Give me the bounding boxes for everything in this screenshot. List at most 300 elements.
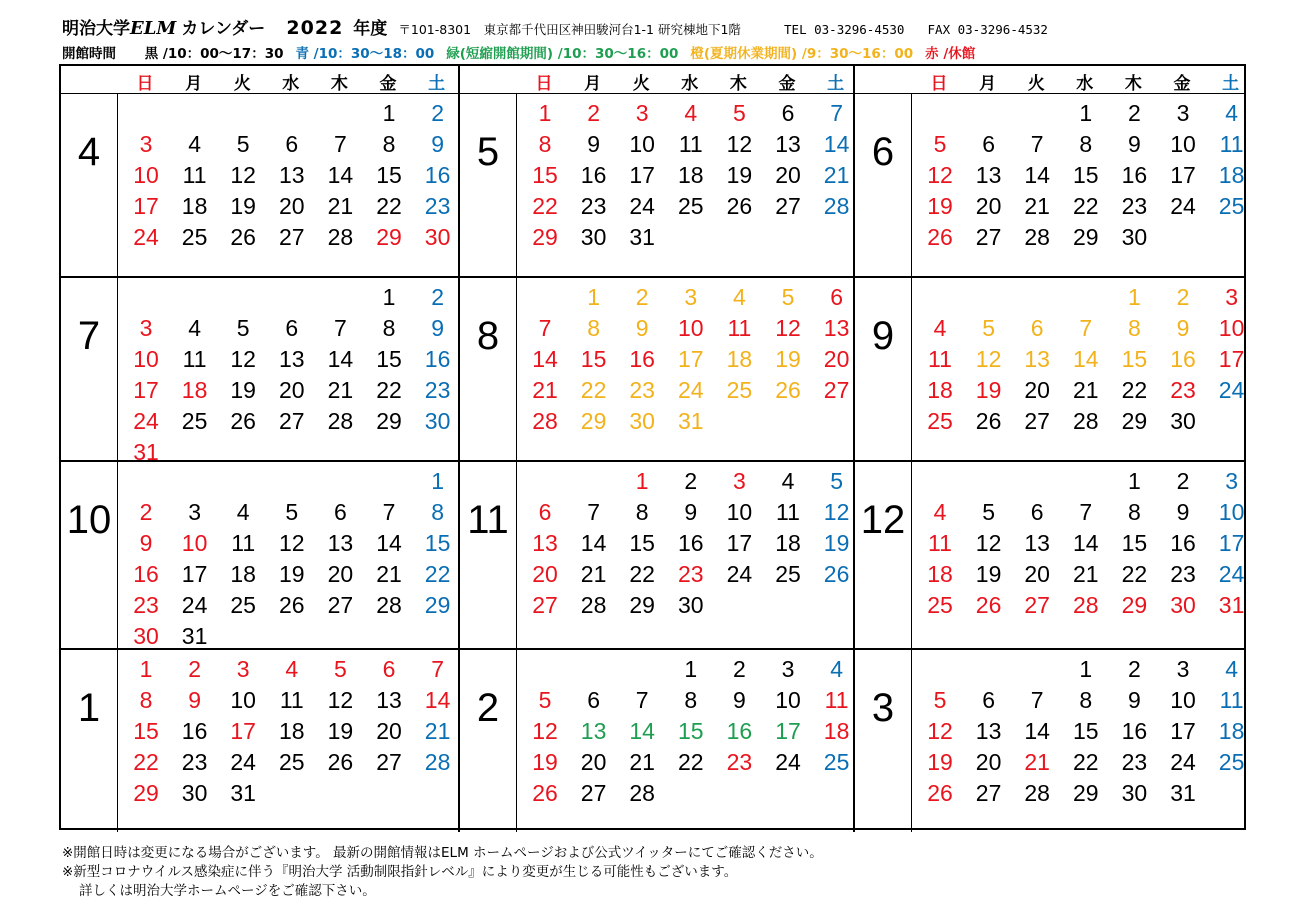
- calendar-day: 12: [327, 687, 354, 713]
- month-label: 4: [77, 130, 101, 174]
- calendar-day: 20: [823, 346, 850, 372]
- calendar-day: 29: [424, 592, 451, 618]
- title-calendar: カレンダー: [181, 19, 266, 39]
- calendar-day: 21: [1073, 377, 1099, 403]
- calendar-day: 1: [431, 468, 444, 494]
- month-label: 2: [476, 686, 500, 730]
- calendar-day: 5: [732, 100, 746, 126]
- weekday-label: 火: [1027, 74, 1045, 94]
- calendar-day: 21: [424, 718, 451, 744]
- footer-notes: [62, 844, 823, 901]
- calendar-day: 11: [1219, 131, 1244, 157]
- calendar-day: 14: [327, 346, 354, 372]
- calendar-day: 22: [580, 377, 607, 403]
- calendar-day: 4: [732, 284, 746, 310]
- opening-hours-legend: [62, 42, 1252, 62]
- calendar-day: 13: [327, 530, 354, 556]
- calendar-day: 3: [139, 315, 153, 341]
- calendar-day: 23: [424, 377, 451, 403]
- calendar-day: 12: [230, 346, 256, 372]
- calendar-day: 29: [629, 592, 655, 618]
- calendar-day: 13: [279, 162, 305, 188]
- month-days: [117, 278, 451, 465]
- calendar-day: 21: [1024, 193, 1050, 219]
- calendar-day: 26: [230, 224, 256, 250]
- calendar-day: 19: [230, 193, 256, 219]
- weekday-label: 日: [136, 74, 154, 94]
- calendar-header: [62, 14, 1252, 39]
- calendar-day: 1: [382, 100, 396, 126]
- calendar-day: 21: [376, 561, 402, 587]
- calendar-day: 28: [532, 408, 558, 434]
- month-block-6: [853, 66, 1244, 276]
- month-block-5: [458, 66, 853, 276]
- calendar-day: 30: [424, 408, 451, 434]
- calendar-day: 12: [823, 499, 850, 525]
- calendar-day: 3: [635, 100, 649, 126]
- calendar-day: 8: [538, 131, 552, 157]
- calendar-day: 18: [726, 346, 753, 372]
- calendar-day: 27: [327, 592, 354, 618]
- telephone: TEL 03-3296-4530: [784, 22, 905, 37]
- weekday-header: [460, 66, 853, 94]
- calendar-day: 9: [684, 499, 698, 525]
- calendar-day: 29: [376, 224, 402, 250]
- hours-item: 青 /10：30～18：00: [295, 46, 435, 62]
- calendar-day: 27: [823, 377, 850, 403]
- calendar-day: 2: [1176, 468, 1190, 494]
- calendar-day: 17: [1218, 346, 1245, 372]
- month-days: [911, 278, 1245, 460]
- calendar-day: 24: [181, 592, 208, 618]
- calendar-day: 8: [684, 687, 698, 713]
- calendar-day: 24: [1218, 561, 1245, 587]
- month-label: 11: [467, 498, 509, 542]
- calendar-day: 25: [927, 408, 953, 434]
- title-university: 明治大学: [62, 19, 130, 39]
- calendar-day: 9: [1176, 315, 1190, 341]
- calendar-day: 23: [133, 592, 159, 618]
- calendar-day: 1: [1127, 468, 1141, 494]
- calendar-day: 1: [538, 100, 552, 126]
- calendar-day: 29: [1073, 780, 1099, 806]
- calendar-day: 9: [587, 131, 600, 157]
- month-block-8: [458, 276, 853, 460]
- calendar-day: 16: [678, 530, 704, 556]
- calendar-day: 21: [629, 749, 655, 775]
- calendar-day: 11: [182, 162, 207, 188]
- calendar-day: 23: [1121, 193, 1148, 219]
- calendar-day: 20: [327, 561, 354, 587]
- calendar-day: 3: [732, 468, 746, 494]
- calendar-day: 30: [678, 592, 704, 618]
- calendar-day: 23: [1170, 561, 1196, 587]
- month-label: 10: [66, 498, 112, 542]
- calendar-day: 29: [1121, 408, 1148, 434]
- month-block-2: [458, 648, 853, 832]
- calendar-day: 9: [1176, 499, 1190, 525]
- calendar-day: 13: [1024, 346, 1050, 372]
- calendar-day: 9: [139, 530, 153, 556]
- calendar-day: 18: [927, 377, 953, 403]
- calendar-day: 3: [236, 656, 250, 682]
- weekday-label: 水: [282, 74, 300, 94]
- calendar-day: 28: [327, 224, 354, 250]
- calendar-day: 27: [279, 224, 305, 250]
- calendar-day: 8: [382, 315, 396, 341]
- calendar-day: 14: [1024, 718, 1050, 744]
- calendar-day: 30: [1121, 224, 1148, 250]
- calendar-day: 23: [181, 749, 208, 775]
- calendar-day: 14: [580, 530, 607, 556]
- calendar-day: 16: [629, 346, 655, 372]
- calendar-day: 4: [1225, 100, 1238, 126]
- calendar-day: 8: [1127, 499, 1141, 525]
- weekday-label: 木: [330, 74, 348, 94]
- calendar-day: 19: [230, 377, 256, 403]
- calendar-day: 31: [133, 439, 159, 465]
- calendar-day: 9: [732, 687, 746, 713]
- calendar-day: 16: [1170, 530, 1196, 556]
- calendar-day: 31: [230, 780, 256, 806]
- calendar-day: 13: [775, 131, 801, 157]
- calendar-day: 3: [1176, 656, 1190, 682]
- calendar-day: 10: [678, 315, 704, 341]
- calendar-day: 17: [181, 561, 208, 587]
- calendar-day: 11: [776, 499, 800, 525]
- calendar-day: 7: [431, 656, 444, 682]
- calendar-day: 17: [1218, 530, 1245, 556]
- weekday-label: 月: [979, 74, 997, 94]
- calendar-day: 9: [1127, 687, 1141, 713]
- calendar-day: 29: [1121, 592, 1148, 618]
- month-label: 3: [871, 686, 895, 730]
- month-block-7: [61, 276, 458, 465]
- weekday-label: 金: [379, 74, 397, 94]
- calendar-day: 16: [181, 718, 208, 744]
- month-label: 12: [860, 498, 906, 542]
- calendar-day: 29: [133, 780, 159, 806]
- calendar-day: 22: [532, 193, 558, 219]
- calendar-day: 20: [279, 377, 305, 403]
- calendar-day: 3: [1225, 468, 1238, 494]
- calendar-day: 6: [830, 284, 843, 310]
- calendar-day: 13: [279, 346, 305, 372]
- calendar-day: 27: [1024, 408, 1050, 434]
- calendar-day: 24: [133, 408, 159, 434]
- month-block-1: [61, 648, 458, 832]
- month-label: 9: [871, 314, 895, 358]
- calendar-day: 28: [424, 749, 451, 775]
- weekday-label: 木: [1124, 74, 1142, 94]
- weekday-header: [61, 66, 458, 94]
- calendar-day: 9: [188, 687, 201, 713]
- weekday-label: 土: [827, 74, 845, 94]
- footer-note-3: 詳しくは明治大学ホームページをご確認下さい。: [79, 883, 376, 899]
- month-label: 8: [476, 314, 500, 358]
- calendar-day: 26: [927, 224, 953, 250]
- calendar-day: 7: [1079, 315, 1093, 341]
- calendar-day: 21: [823, 162, 850, 188]
- calendar-day: 10: [1218, 315, 1245, 341]
- calendar-day: 17: [133, 193, 159, 219]
- calendar-day: 6: [982, 687, 995, 713]
- calendar-day: 16: [1121, 162, 1148, 188]
- calendar-day: 11: [279, 687, 304, 713]
- weekday-label: 金: [778, 74, 796, 94]
- calendar-day: 30: [424, 224, 451, 250]
- calendar-day: 27: [580, 780, 607, 806]
- calendar-day: 31: [629, 224, 655, 250]
- calendar-day: 11: [678, 131, 703, 157]
- calendar-day: 7: [1030, 131, 1044, 157]
- month-label: 5: [476, 130, 500, 174]
- month-days: [516, 94, 850, 276]
- calendar-day: 13: [1024, 530, 1050, 556]
- calendar-day: 21: [327, 193, 354, 219]
- calendar-day: 31: [181, 623, 208, 649]
- calendar-day: 6: [1030, 499, 1044, 525]
- calendar-day: 10: [775, 687, 801, 713]
- calendar-day: 30: [1170, 592, 1196, 618]
- calendar-day: 13: [975, 162, 1002, 188]
- calendar-day: 13: [975, 718, 1002, 744]
- calendar-day: 20: [975, 193, 1002, 219]
- calendar-day: 19: [975, 561, 1002, 587]
- calendar-day: 20: [1024, 561, 1050, 587]
- calendar-day: 28: [1024, 224, 1050, 250]
- calendar-day: 22: [629, 561, 655, 587]
- calendar-day: 20: [580, 749, 607, 775]
- calendar-day: 9: [431, 131, 444, 157]
- calendar-day: 19: [823, 530, 850, 556]
- calendar-day: 22: [376, 193, 402, 219]
- calendar-day: 17: [678, 346, 704, 372]
- calendar-day: 25: [927, 592, 953, 618]
- month-days: [516, 462, 850, 648]
- calendar-day: 26: [823, 561, 850, 587]
- calendar-day: 3: [139, 131, 153, 157]
- calendar-day: 25: [678, 193, 704, 219]
- calendar-day: 5: [236, 131, 250, 157]
- calendar-day: 26: [230, 408, 256, 434]
- calendar-day: 25: [775, 561, 801, 587]
- calendar-day: 25: [1218, 749, 1245, 775]
- calendar-day: 5: [933, 131, 947, 157]
- calendar-day: 31: [1170, 780, 1196, 806]
- calendar-day: 2: [431, 284, 444, 310]
- calendar-day: 13: [823, 315, 850, 341]
- weekday-label: 木: [729, 74, 747, 94]
- calendar-day: 10: [1170, 687, 1196, 713]
- calendar-day: 7: [635, 687, 649, 713]
- calendar-day: 1: [684, 656, 698, 682]
- calendar-day: 2: [188, 656, 201, 682]
- calendar-day: 11: [231, 530, 256, 556]
- calendar-day: 27: [1024, 592, 1050, 618]
- calendar-day: 29: [532, 224, 558, 250]
- calendar-day: 19: [927, 193, 953, 219]
- calendar-day: 11: [727, 315, 752, 341]
- calendar-day: 26: [532, 780, 558, 806]
- footer-note-2: ※新型コロナウイルス感染症に伴う『明治大学 活動制限指針レベル』により変更が生じる可能性もございます。: [62, 864, 738, 880]
- calendar-day: 18: [1218, 162, 1245, 188]
- calendar-day: 8: [382, 131, 396, 157]
- calendar-day: 3: [781, 656, 795, 682]
- calendar-day: 12: [230, 162, 256, 188]
- weekday-label: 土: [1222, 74, 1240, 94]
- calendar-day: 25: [823, 749, 850, 775]
- month-label: 7: [77, 314, 101, 358]
- calendar-day: 14: [629, 718, 655, 744]
- calendar-day: 12: [726, 131, 753, 157]
- calendar-day: 22: [1073, 193, 1099, 219]
- weekday-label: 日: [930, 74, 948, 94]
- calendar-day: 21: [1024, 749, 1050, 775]
- calendar-day: 14: [823, 131, 850, 157]
- calendar-day: 11: [182, 346, 207, 372]
- calendar-day: 28: [580, 592, 607, 618]
- calendar-day: 20: [376, 718, 402, 744]
- calendar-day: 19: [279, 561, 305, 587]
- calendar-day: 18: [775, 530, 801, 556]
- calendar-day: 17: [775, 718, 801, 744]
- fiscal-year: 2022: [286, 17, 344, 39]
- opening-hours-label: 開館時間: [62, 46, 116, 62]
- month-label: 1: [77, 686, 101, 730]
- calendar-day: 7: [538, 315, 552, 341]
- calendar-day: 20: [1024, 377, 1050, 403]
- calendar-day: 27: [975, 224, 1002, 250]
- month-block-3: [853, 648, 1244, 832]
- calendar-day: 22: [376, 377, 402, 403]
- calendar-day: 14: [1024, 162, 1050, 188]
- weekday-label: 月: [185, 74, 203, 94]
- month-days: [516, 650, 850, 832]
- calendar-day: 4: [781, 468, 795, 494]
- calendar-day: 1: [1127, 284, 1141, 310]
- calendar-day: 12: [975, 346, 1002, 372]
- calendar-day: 4: [830, 656, 843, 682]
- hours-item: 橙(夏期休業期間) /9：30～16：00: [690, 46, 914, 62]
- calendar-day: 24: [1170, 749, 1196, 775]
- calendar-day: 7: [333, 131, 347, 157]
- calendar-day: 23: [580, 193, 607, 219]
- calendar-day: 12: [927, 162, 953, 188]
- calendar-day: 27: [376, 749, 402, 775]
- calendar-day: 8: [587, 315, 600, 341]
- calendar-day: 18: [181, 377, 208, 403]
- calendar-day: 27: [532, 592, 558, 618]
- calendar-day: 27: [775, 193, 801, 219]
- calendar-day: 29: [580, 408, 607, 434]
- calendar-day: 1: [1079, 100, 1093, 126]
- calendar-day: 28: [376, 592, 402, 618]
- calendar-day: 12: [532, 718, 558, 744]
- calendar-day: 6: [538, 499, 552, 525]
- calendar-day: 26: [775, 377, 801, 403]
- calendar-day: 24: [775, 749, 801, 775]
- calendar-day: 16: [1121, 718, 1148, 744]
- hours-item: 黒 /10：00～17：30: [144, 46, 284, 62]
- calendar-day: 18: [678, 162, 704, 188]
- calendar-day: 16: [1170, 346, 1196, 372]
- calendar-day: 2: [732, 656, 746, 682]
- calendar-day: 30: [580, 224, 607, 250]
- calendar-day: 15: [1121, 346, 1148, 372]
- calendar-day: 3: [1225, 284, 1238, 310]
- calendar-day: 10: [629, 131, 655, 157]
- weekday-header: [855, 66, 1244, 94]
- calendar-day: 1: [382, 284, 396, 310]
- weekday-label: 水: [681, 74, 699, 94]
- calendar-day: 25: [279, 749, 305, 775]
- calendar-day: 16: [424, 346, 451, 372]
- calendar-day: 8: [1079, 131, 1093, 157]
- calendar-day: 3: [1176, 100, 1190, 126]
- calendar-day: 28: [1073, 592, 1099, 618]
- calendar-day: 9: [1127, 131, 1141, 157]
- calendar-day: 21: [327, 377, 354, 403]
- calendar-day: 15: [1121, 530, 1148, 556]
- calendar-day: 11: [928, 346, 952, 372]
- weekday-label: 火: [632, 74, 650, 94]
- calendar-day: 25: [181, 408, 208, 434]
- calendar-day: 30: [1121, 780, 1148, 806]
- calendar-day: 10: [1170, 131, 1196, 157]
- calendar-day: 28: [1024, 780, 1050, 806]
- calendar-day: 5: [538, 687, 552, 713]
- calendar-day: 12: [975, 530, 1002, 556]
- calendar-day: 3: [684, 284, 698, 310]
- calendar-day: 5: [830, 468, 843, 494]
- calendar-day: 18: [181, 193, 208, 219]
- weekday-label: 日: [535, 74, 553, 94]
- calendar-day: 26: [279, 592, 305, 618]
- calendar-day: 2: [587, 100, 600, 126]
- calendar-day: 22: [424, 561, 451, 587]
- calendar-day: 28: [327, 408, 354, 434]
- calendar-day: 14: [424, 687, 451, 713]
- month-days: [117, 462, 451, 649]
- calendar-day: 16: [580, 162, 607, 188]
- calendar-day: 18: [1218, 718, 1245, 744]
- calendar-day: 22: [678, 749, 704, 775]
- calendar-day: 17: [230, 718, 256, 744]
- calendar-day: 20: [279, 193, 305, 219]
- calendar-day: 15: [629, 530, 655, 556]
- calendar-day: 19: [975, 377, 1002, 403]
- hours-item: 緑(短縮開館期間) /10：30～16：00: [446, 46, 679, 62]
- calendar-day: 15: [133, 718, 159, 744]
- calendar-day: 20: [532, 561, 558, 587]
- calendar-day: 5: [781, 284, 795, 310]
- calendar-day: 13: [532, 530, 558, 556]
- calendar-day: 2: [1127, 100, 1141, 126]
- month-days: [911, 94, 1245, 276]
- calendar-day: 10: [1218, 499, 1245, 525]
- calendar-day: 8: [139, 687, 153, 713]
- calendar-day: 30: [1170, 408, 1196, 434]
- calendar-day: 23: [726, 749, 753, 775]
- calendar-day: 5: [236, 315, 250, 341]
- month-days: [117, 650, 451, 832]
- calendar-day: 15: [580, 346, 607, 372]
- calendar-day: 28: [629, 780, 655, 806]
- calendar-day: 19: [532, 749, 558, 775]
- calendar-day: 30: [629, 408, 655, 434]
- calendar-day: 27: [279, 408, 305, 434]
